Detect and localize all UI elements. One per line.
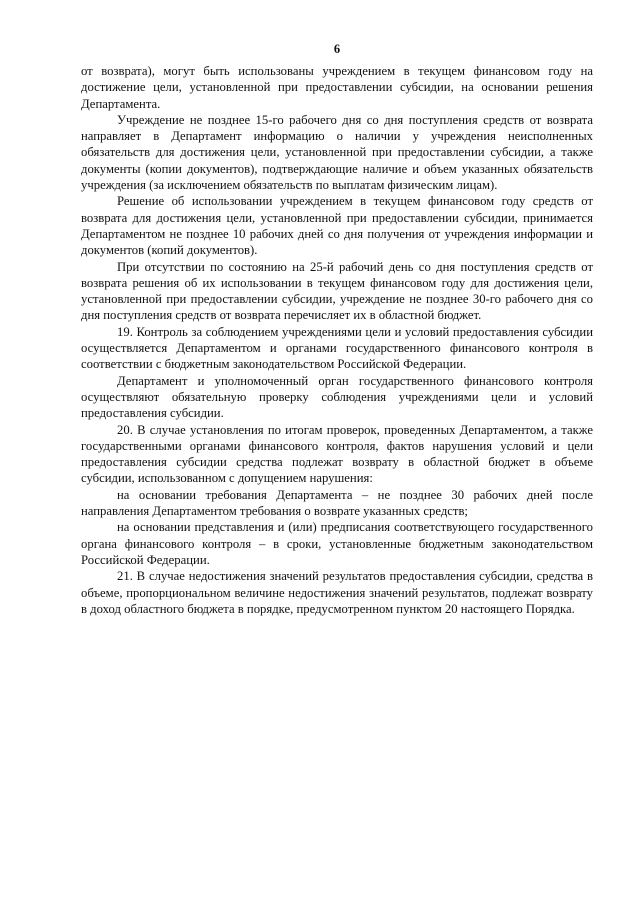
paragraph: от возврата), могут быть использованы учреждением в текущем финансовом году на достижение цели, установленной при предоставлении субсидии, на основании решения Департамента. [81,64,593,111]
paragraph: Учреждение не позднее 15-го рабочего дня со дня поступления средств от возврата направляет в Департамент информацию о наличии у учреждения неисполненных обязательств для достижения цели, установленной при предоставлении субсидии, а также документы (копии документов), подтверждающие наличие и объем указанных обязательств учреждения (за исключением обязательств по выплатам физическим лицам). [81,112,593,193]
paragraph: на основании требования Департамента – не позднее 30 рабочих дней после направления Департаментом требования о возврате указанных средств; [81,487,593,519]
paragraph: 21. В случае недостижения значений результатов предоставления субсидии, средства в объеме, пропорциональном величине недостижения значений результатов, подлежат возврату в доход областного бюджета в порядке, предусмотренном пунктом 20 настоящего Порядка. [81,569,593,616]
paragraph: При отсутствии по состоянию на 25-й рабочий день со дня поступления средств от возврата решения об их использовании в текущем финансовом году для достижения цели, установленной при предоставлении субсидии, учреждение не позднее 30-го рабочего дня со дня поступления средств от возврата перечисляет их в областной бюджет. [81,259,593,323]
document-body [81,63,593,617]
paragraph: Решение об использовании учреждением в текущем финансовом году средств от возврата для достижения цели, установленной при предоставлении субсидии, принимается Департаментом не позднее 10 рабочих дней со дня получения от учреждения информации и документов (копий документов). [81,194,593,258]
paragraph: на основании представления и (или) предписания соответствующего государственного органа финансового контроля – в сроки, установленные бюджетным законодательством Российской Федерации. [81,520,593,567]
paragraph: 20. В случае установления по итогам проверок, проведенных Департаментом, а также государственными органами финансового контроля, фактов нарушения условий и цели предоставления субсидии средства подлежат возврату в областной бюджет в объеме субсидии, использованном с допущением нарушения: [81,422,593,486]
page-number: 6 [333,42,341,56]
paragraph: Департамент и уполномоченный орган государственного финансового контроля осуществляют обязательную проверку соблюдения учреждениями цели и условий предоставления субсидии. [81,373,593,421]
paragraph: 19. Контроль за соблюдением учреждениями цели и условий предоставления субсидии осуществляется Департаментом и органами государственного финансового контроля в соответствии с бюджетным законодательством Российской Федерации. [81,324,593,372]
